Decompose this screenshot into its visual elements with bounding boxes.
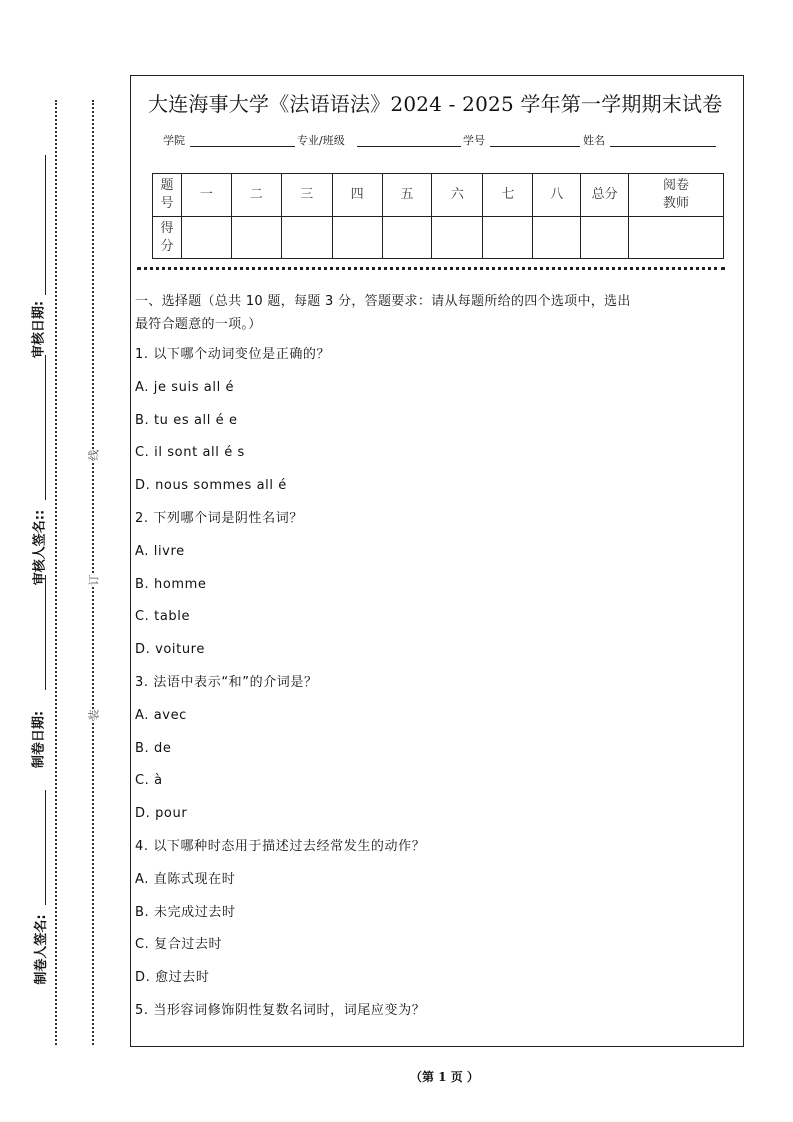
score-table [152, 173, 724, 259]
score-cell[interactable] [432, 217, 483, 259]
binding-dotted-line-outer [55, 100, 57, 1045]
field-input-student-id[interactable] [490, 146, 580, 147]
score-cell[interactable] [483, 217, 533, 259]
answer-option[interactable]: B. tu es all é e [135, 412, 238, 428]
binding-mark-bind: 装 [87, 709, 101, 721]
column-header: 三 [281, 174, 332, 217]
score-cell[interactable] [231, 217, 281, 259]
field-label-major-class: 专业/班级 [297, 134, 345, 147]
score-cell[interactable] [581, 217, 629, 259]
answer-option[interactable]: A. 直陈式现在时 [135, 871, 236, 887]
field-input-college[interactable] [190, 146, 295, 147]
score-cell[interactable] [382, 217, 432, 259]
section-heading-cont: 最符合题意的一项。） [135, 317, 262, 332]
field-label-name: 姓名 [583, 134, 605, 147]
answer-option[interactable]: C. il sont all é s [135, 445, 245, 461]
answer-option[interactable]: B. homme [135, 576, 207, 592]
column-header: 六 [432, 174, 483, 217]
column-header: 二 [231, 174, 281, 217]
binding-mark-staple: 订 [87, 574, 101, 586]
row-label-question-no: 题 号 [153, 174, 182, 217]
make-date-label: 制卷日期: [31, 710, 47, 769]
review-date-line [45, 155, 46, 295]
question-stem: 2. 下列哪个词是阴性名词？ [135, 511, 303, 526]
answer-option[interactable]: D. nous sommes all é [135, 478, 287, 494]
score-cell[interactable] [533, 217, 581, 259]
column-header: 四 [332, 174, 382, 217]
answer-option[interactable]: C. à [135, 773, 163, 789]
answer-option[interactable]: D. voiture [135, 642, 205, 658]
field-label-student-id: 学号 [463, 134, 485, 147]
make-date-line [45, 575, 46, 690]
field-input-name[interactable] [610, 146, 716, 147]
answer-option[interactable]: B. de [135, 740, 172, 756]
answer-option[interactable]: D. pour [135, 806, 188, 822]
score-table-header-row [153, 174, 724, 217]
answer-option[interactable]: C. table [135, 609, 191, 625]
score-table-score-row [153, 217, 724, 259]
maker-sign-label: 制卷人签名: [34, 914, 49, 985]
column-header: 五 [382, 174, 432, 217]
question-stem: 5. 当形容词修饰阴性复数名词时，词尾应变为？ [135, 1003, 426, 1018]
reviewer-sign-label: 审核人签名:: [32, 509, 48, 586]
question-stem: 1. 以下哪个动词变位是正确的？ [135, 347, 331, 362]
score-cell[interactable] [332, 217, 382, 259]
column-header: 八 [533, 174, 581, 217]
row-label-score: 得 分 [153, 217, 182, 259]
question-stem: 4. 以下哪种时态用于描述过去经常发生的动作？ [135, 839, 426, 854]
score-cell[interactable] [181, 217, 231, 259]
field-label-college: 学院 [163, 134, 185, 147]
page-number: （第 1 页 ） [410, 1070, 479, 1084]
column-header-total: 总分 [581, 174, 629, 217]
answer-option[interactable]: D. 愈过去时 [135, 970, 210, 986]
maker-sign-line [45, 790, 46, 905]
reviewer-sign-line [45, 355, 46, 500]
binding-dotted-line-inner [92, 100, 94, 1045]
score-cell[interactable] [281, 217, 332, 259]
answer-option[interactable]: B. 未完成过去时 [135, 904, 236, 920]
column-header: 七 [483, 174, 533, 217]
answer-option[interactable]: A. avec [135, 707, 187, 723]
exam-title: 大连海事大学《法语语法》2024 - 2025 学年第一学期期末试卷 [148, 92, 723, 116]
field-input-major-class[interactable] [357, 146, 461, 147]
question-stem: 3. 法语中表示“和”的介词是？ [135, 675, 318, 690]
answer-option[interactable]: A. je suis all é [135, 379, 235, 395]
header-separator [137, 267, 725, 270]
answer-option[interactable]: C. 复合过去时 [135, 937, 223, 953]
section-heading: 一、选择题（总共 10 题，每题 3 分，答题要求：请从每题所给的四个选项中，选出 [135, 294, 631, 309]
column-header: 一 [181, 174, 231, 217]
column-header-grader: 阅卷 教师 [629, 174, 724, 217]
answer-option[interactable]: A. livre [135, 543, 185, 559]
score-cell[interactable] [629, 217, 724, 259]
review-date-label: 审核日期: [31, 300, 47, 359]
binding-mark-line: 线 [87, 449, 101, 461]
